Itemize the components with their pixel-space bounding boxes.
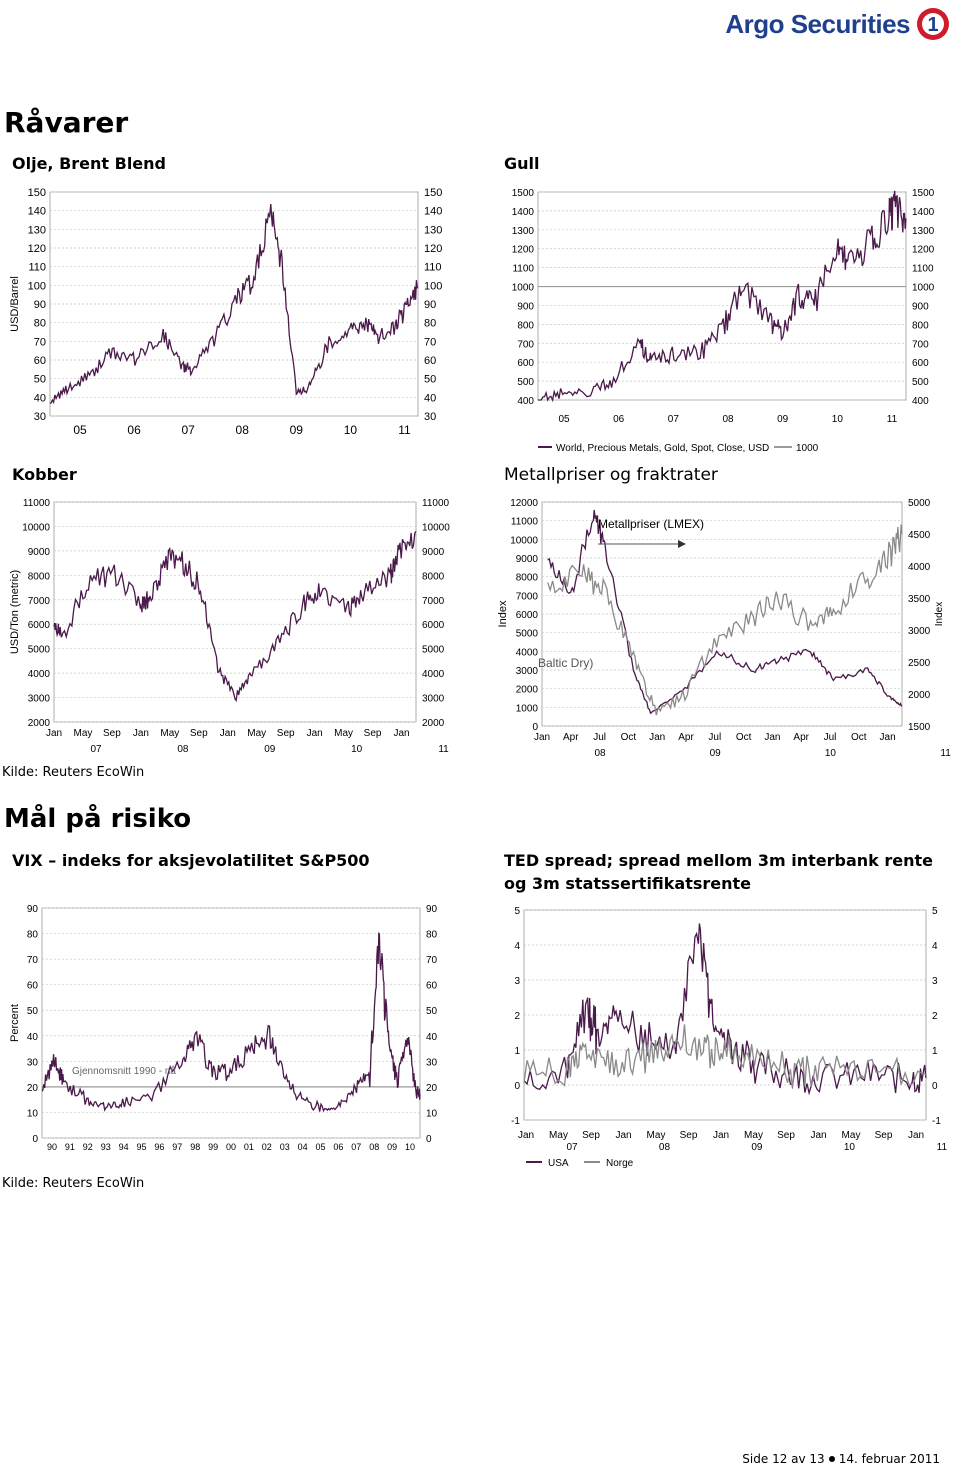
vix-ytick-right: 60 bbox=[426, 980, 438, 992]
gold-ytick-left: 1400 bbox=[511, 206, 534, 218]
gold-ytick-right: 1500 bbox=[912, 188, 935, 199]
metals-ytick-right: 3000 bbox=[908, 626, 931, 637]
oil-xtick: 10 bbox=[343, 423, 358, 437]
metals-ytick-left: 1000 bbox=[515, 703, 538, 715]
copper-ytick-right: 9000 bbox=[422, 546, 445, 558]
copper-xtick-year: 11 bbox=[438, 744, 449, 755]
ted-xtick: Sep bbox=[679, 1130, 698, 1141]
caption-metals: Metallpriser og fraktrater bbox=[504, 465, 718, 485]
vix-ytick-right: 90 bbox=[426, 904, 438, 915]
metals-ytick-left: 12000 bbox=[510, 498, 538, 509]
gold-xtick: 10 bbox=[831, 414, 843, 425]
gold-ytick-right: 1000 bbox=[912, 282, 935, 294]
source-bottom: Kilde: Reuters EcoWin bbox=[2, 1176, 145, 1191]
ted-xtick: Sep bbox=[874, 1130, 893, 1141]
gold-ytick-right: 400 bbox=[912, 396, 929, 407]
metals-xtick: Jul bbox=[593, 732, 606, 743]
metals-ytick-right: 3500 bbox=[908, 594, 931, 605]
ted-xtick: Jan bbox=[712, 1130, 730, 1141]
oil-ytick-right: 70 bbox=[424, 336, 437, 349]
vix-ytick-left: 0 bbox=[32, 1134, 38, 1145]
copper-ytick-left: 8000 bbox=[27, 571, 50, 583]
gold-legend-label-1: World, Precious Metals, Gold, Spot, Close, USD bbox=[556, 443, 770, 454]
oil-ytick-right: 90 bbox=[424, 299, 437, 311]
gold-xtick: 09 bbox=[777, 414, 789, 425]
copper-xtick: Jan bbox=[306, 728, 323, 739]
vix-xtick: 90 bbox=[46, 1142, 58, 1152]
vix-xtick: 01 bbox=[243, 1142, 254, 1152]
page-footer bbox=[742, 1452, 940, 1466]
gold-xtick: 07 bbox=[667, 414, 679, 425]
metals-xtick: Apr bbox=[563, 732, 579, 743]
ted-ytick-left: 4 bbox=[514, 941, 520, 952]
vix-ytick-left: 60 bbox=[26, 980, 38, 992]
logo-mark-text: 1 bbox=[927, 14, 939, 36]
oil-ytick-right: 30 bbox=[424, 411, 437, 423]
ted-ytick-right: 0 bbox=[932, 1081, 938, 1092]
copper-xtick: Jan bbox=[132, 728, 149, 739]
oil-ytick-left: 50 bbox=[33, 373, 46, 386]
oil-ytick-left: 30 bbox=[33, 411, 46, 423]
ted-xtick: Jan bbox=[517, 1130, 535, 1141]
copper-xtick-year: 10 bbox=[351, 744, 363, 755]
vix-ytick-right: 20 bbox=[426, 1082, 438, 1094]
copper-xtick: May bbox=[247, 728, 267, 739]
copper-chart bbox=[0, 490, 470, 760]
vix-xtick: 08 bbox=[369, 1142, 380, 1152]
copper-ytick-right: 4000 bbox=[422, 669, 445, 681]
metals-xtick-year: 09 bbox=[709, 748, 721, 759]
copper-ytick-left: 6000 bbox=[27, 620, 50, 632]
vix-ytick-left: 90 bbox=[26, 904, 38, 915]
ted-legend-label-usa: USA bbox=[548, 1158, 569, 1169]
vix-ytick-left: 80 bbox=[26, 929, 38, 941]
vix-xtick: 05 bbox=[315, 1142, 326, 1152]
oil-ytick-left: 40 bbox=[33, 392, 46, 405]
metals-xtick: Jan bbox=[649, 732, 666, 743]
page-heading-raavarer: Råvarer bbox=[4, 106, 129, 139]
copper-xtick: Sep bbox=[363, 728, 382, 739]
copper-xtick: Jan bbox=[393, 728, 410, 739]
copper-ytick-right: 11000 bbox=[422, 498, 450, 509]
ted-ytick-left: 1 bbox=[514, 1046, 520, 1057]
caption-oil: Olje, Brent Blend bbox=[12, 154, 166, 173]
ted-ytick-right: 4 bbox=[932, 941, 938, 952]
metals-ytick-right: 4000 bbox=[908, 562, 931, 573]
metals-ytick-left: 5000 bbox=[515, 628, 538, 640]
metals-xtick: Oct bbox=[851, 732, 867, 743]
oil-ylabel: USD/Barrel bbox=[9, 276, 21, 332]
oil-ytick-left: 90 bbox=[33, 299, 46, 311]
vix-xtick: 00 bbox=[225, 1142, 237, 1152]
ted-xtick-year: 07 bbox=[566, 1142, 578, 1153]
gold-ytick-left: 1200 bbox=[511, 244, 534, 256]
vix-xtick: 95 bbox=[136, 1142, 147, 1152]
oil-xtick: 06 bbox=[127, 423, 141, 437]
vix-chart bbox=[0, 898, 470, 1168]
source-top: Kilde: Reuters EcoWin bbox=[2, 765, 145, 780]
copper-ytick-right: 3000 bbox=[422, 693, 445, 705]
metals-ytick-left: 6000 bbox=[515, 610, 538, 621]
metals-ytick-right: 1500 bbox=[908, 722, 931, 733]
vix-xtick: 09 bbox=[387, 1142, 398, 1152]
vix-ylabel: Percent bbox=[9, 1004, 21, 1042]
ted-xtick: May bbox=[646, 1130, 666, 1141]
copper-ytick-left: 2000 bbox=[27, 718, 50, 729]
footer-page: Side 12 av 13 bbox=[742, 1452, 825, 1466]
oil-ytick-left: 150 bbox=[27, 187, 46, 199]
gold-ytick-right: 500 bbox=[912, 377, 929, 389]
vix-plot-area bbox=[42, 908, 420, 1138]
copper-ytick-right: 7000 bbox=[422, 595, 445, 607]
metals-ytick-left: 11000 bbox=[510, 516, 538, 528]
gold-ytick-left: 1100 bbox=[512, 263, 534, 275]
ted-ytick-left: -1 bbox=[511, 1116, 520, 1127]
gold-ytick-right: 800 bbox=[912, 320, 929, 332]
ted-xtick: May bbox=[841, 1130, 861, 1141]
vix-xtick: 04 bbox=[297, 1142, 308, 1152]
metals-xtick: Jan bbox=[764, 732, 781, 743]
ted-ytick-left: 2 bbox=[514, 1011, 520, 1022]
vix-xtick: 96 bbox=[154, 1142, 165, 1152]
gold-ytick-left: 400 bbox=[517, 396, 534, 407]
gold-xtick: 05 bbox=[558, 414, 570, 425]
copper-ytick-left: 7000 bbox=[27, 595, 50, 607]
copper-plot-area bbox=[54, 502, 416, 722]
metals-ylabel-right: Index bbox=[934, 601, 945, 627]
footer-bullet-icon bbox=[829, 1456, 835, 1462]
ted-xtick: Jan bbox=[907, 1130, 925, 1141]
copper-ytick-left: 11000 bbox=[22, 498, 50, 509]
metals-xtick: Apr bbox=[793, 732, 809, 743]
page-heading-risk: Mål på risiko bbox=[4, 804, 192, 834]
metals-ytick-left: 8000 bbox=[515, 572, 538, 584]
ted-ytick-right: 1 bbox=[932, 1046, 938, 1057]
oil-ytick-right: 130 bbox=[424, 224, 443, 237]
gold-ytick-left: 800 bbox=[517, 320, 534, 332]
oil-ytick-left: 60 bbox=[33, 355, 46, 367]
vix-xtick: 10 bbox=[404, 1142, 416, 1152]
ted-chart bbox=[490, 898, 960, 1173]
copper-ytick-left: 4000 bbox=[27, 669, 50, 681]
vix-xtick: 97 bbox=[172, 1142, 183, 1152]
oil-ytick-right: 120 bbox=[424, 243, 443, 255]
metals-annotation-baltic: Baltic Dry) bbox=[538, 656, 594, 670]
gold-ytick-right: 1400 bbox=[912, 206, 935, 218]
metals-ytick-left: 7000 bbox=[515, 591, 538, 603]
copper-xtick: May bbox=[160, 728, 180, 739]
vix-ytick-right: 0 bbox=[426, 1134, 432, 1145]
oil-ytick-right: 110 bbox=[424, 261, 442, 274]
metals-xtick: Apr bbox=[678, 732, 694, 743]
vix-ytick-right: 40 bbox=[426, 1031, 438, 1043]
gold-ytick-left: 700 bbox=[517, 339, 534, 351]
vix-xtick: 94 bbox=[118, 1142, 129, 1152]
metals-xtick: Oct bbox=[735, 732, 752, 743]
oil-ytick-left: 70 bbox=[33, 336, 46, 349]
metals-chart bbox=[490, 490, 960, 760]
ted-xtick-year: 10 bbox=[843, 1142, 855, 1153]
gold-xtick: 11 bbox=[886, 414, 898, 425]
brand-name: Argo Securities bbox=[725, 8, 910, 39]
caption-ted-1: TED spread; spread mellom 3m interbank rente bbox=[504, 851, 934, 870]
vix-ytick-right: 70 bbox=[426, 955, 438, 967]
copper-ytick-right: 2000 bbox=[422, 718, 445, 729]
metals-ytick-left: 0 bbox=[532, 722, 538, 733]
oil-ytick-left: 80 bbox=[33, 317, 46, 330]
metals-ytick-right: 5000 bbox=[908, 498, 931, 509]
metals-xtick: Jul bbox=[823, 732, 837, 743]
gold-xtick: 06 bbox=[613, 414, 625, 425]
vix-ytick-left: 30 bbox=[26, 1057, 38, 1069]
oil-ytick-right: 150 bbox=[424, 187, 443, 199]
ted-ytick-right: 5 bbox=[932, 906, 938, 917]
vix-ytick-left: 10 bbox=[26, 1108, 38, 1120]
vix-xtick: 93 bbox=[100, 1142, 111, 1152]
oil-xtick: 11 bbox=[398, 423, 411, 437]
metals-ytick-right: 2500 bbox=[908, 658, 931, 669]
copper-xtick: Sep bbox=[189, 728, 208, 739]
metals-ytick-left: 3000 bbox=[515, 666, 538, 677]
copper-ytick-left: 3000 bbox=[27, 693, 50, 705]
ted-xtick-year: 08 bbox=[658, 1142, 671, 1153]
gold-xtick: 08 bbox=[722, 414, 734, 425]
ted-ytick-right: 3 bbox=[932, 976, 938, 987]
copper-ytick-right: 6000 bbox=[422, 620, 445, 632]
ted-xtick: Sep bbox=[777, 1130, 795, 1141]
oil-ytick-right: 100 bbox=[424, 280, 443, 293]
gold-ytick-right: 900 bbox=[912, 301, 929, 313]
copper-xtick: Sep bbox=[103, 728, 121, 739]
metals-ytick-right: 4500 bbox=[908, 530, 931, 541]
gold-legend-label-2: 1000 bbox=[796, 443, 819, 454]
gold-ytick-right: 1200 bbox=[912, 244, 935, 256]
caption-copper: Kobber bbox=[12, 465, 77, 484]
gold-ytick-left: 600 bbox=[517, 358, 534, 370]
vix-ytick-left: 70 bbox=[26, 955, 38, 967]
copper-ytick-right: 5000 bbox=[422, 644, 445, 656]
gold-ytick-left: 1300 bbox=[511, 225, 534, 237]
oil-ytick-left: 140 bbox=[27, 205, 46, 218]
gold-ytick-right: 700 bbox=[912, 339, 929, 351]
metals-xtick: Jan bbox=[879, 732, 896, 743]
metals-xtick: Jan bbox=[533, 732, 551, 743]
ted-xtick-year: 11 bbox=[936, 1142, 948, 1153]
gold-ytick-left: 900 bbox=[517, 301, 534, 313]
oil-xtick: 09 bbox=[289, 423, 303, 437]
footer-date: 14. februar 2011 bbox=[838, 1452, 940, 1466]
vix-ytick-left: 50 bbox=[26, 1006, 38, 1018]
metals-xtick: Oct bbox=[620, 732, 637, 743]
ted-xtick: Jan bbox=[615, 1130, 632, 1141]
ted-ytick-left: 3 bbox=[514, 976, 520, 987]
metals-xtick-year: 08 bbox=[594, 748, 606, 759]
gold-ytick-right: 1100 bbox=[912, 263, 934, 275]
oil-ytick-left: 130 bbox=[27, 224, 46, 237]
copper-xtick: May bbox=[73, 728, 93, 739]
copper-xtick-year: 07 bbox=[90, 744, 102, 755]
oil-xtick: 08 bbox=[235, 423, 249, 437]
copper-ylabel: USD/Ton (metric) bbox=[9, 569, 21, 655]
ted-xtick: May bbox=[744, 1130, 763, 1141]
oil-ytick-right: 140 bbox=[424, 205, 443, 218]
ted-xtick: Jan bbox=[810, 1130, 827, 1141]
vix-xtick: 98 bbox=[190, 1142, 201, 1152]
gold-chart bbox=[490, 180, 960, 460]
metals-xtick-year: 10 bbox=[824, 748, 836, 759]
vix-ytick-left: 40 bbox=[26, 1031, 38, 1043]
vix-xtick: 07 bbox=[351, 1142, 362, 1152]
oil-ytick-right: 80 bbox=[424, 317, 437, 330]
copper-xtick-year: 09 bbox=[264, 744, 276, 755]
ted-ytick-right: -1 bbox=[932, 1116, 941, 1127]
vix-ytick-left: 20 bbox=[26, 1082, 38, 1094]
copper-ytick-right: 10000 bbox=[422, 522, 450, 534]
ted-legend-label-norge: Norge bbox=[606, 1158, 634, 1169]
vix-ytick-right: 50 bbox=[426, 1006, 438, 1018]
brand-logo bbox=[725, 4, 950, 44]
copper-xtick: Jan bbox=[219, 728, 236, 739]
vix-ytick-right: 30 bbox=[426, 1057, 438, 1069]
ted-xtick-year: 09 bbox=[751, 1142, 763, 1153]
metals-annotation-lmex: Metallpriser (LMEX) bbox=[598, 517, 705, 531]
vix-xtick: 02 bbox=[261, 1142, 272, 1152]
ted-ytick-left: 5 bbox=[514, 906, 520, 917]
copper-ytick-left: 5000 bbox=[27, 644, 50, 656]
vix-ytick-right: 10 bbox=[426, 1108, 438, 1120]
copper-ytick-left: 10000 bbox=[22, 522, 50, 534]
vix-ytick-right: 80 bbox=[426, 929, 438, 941]
vix-xtick: 03 bbox=[279, 1142, 290, 1152]
gold-ytick-left: 500 bbox=[517, 377, 534, 389]
gold-ytick-right: 1300 bbox=[912, 225, 935, 237]
metals-ylabel: Index bbox=[497, 600, 509, 628]
oil-ytick-right: 60 bbox=[424, 355, 437, 367]
copper-xtick: May bbox=[334, 728, 354, 739]
ted-ytick-right: 2 bbox=[932, 1011, 938, 1022]
ted-xtick: May bbox=[549, 1130, 568, 1141]
vix-annotation-average: Gjennomsnitt 1990 - nå bbox=[72, 1066, 176, 1077]
vix-xtick: 06 bbox=[333, 1142, 344, 1152]
copper-xtick-year: 08 bbox=[177, 744, 189, 755]
copper-ytick-right: 8000 bbox=[422, 571, 445, 583]
ted-ytick-left: 0 bbox=[514, 1081, 520, 1092]
copper-ytick-left: 9000 bbox=[27, 546, 50, 558]
copper-xtick: Jan bbox=[45, 728, 63, 739]
oil-ytick-left: 110 bbox=[28, 261, 46, 274]
caption-ted-2: og 3m statssertifikatsrente bbox=[504, 874, 752, 893]
caption-vix: VIX – indeks for aksjevolatilitet S&P500 bbox=[12, 851, 370, 870]
metals-xtick-year: 11 bbox=[940, 748, 951, 759]
gold-ytick-left: 1000 bbox=[511, 282, 534, 294]
metals-ytick-left: 4000 bbox=[515, 647, 538, 659]
metals-ytick-right: 2000 bbox=[908, 690, 931, 701]
argo-logo-icon bbox=[916, 7, 950, 41]
vix-xtick: 99 bbox=[208, 1142, 219, 1152]
oil-xtick: 05 bbox=[73, 423, 87, 437]
caption-gold: Gull bbox=[504, 154, 540, 173]
ted-xtick: Sep bbox=[582, 1130, 600, 1141]
gold-plot-area bbox=[538, 192, 906, 400]
metals-xtick: Jul bbox=[708, 732, 722, 743]
oil-xtick: 07 bbox=[181, 423, 195, 437]
oil-ytick-left: 120 bbox=[27, 243, 46, 255]
oil-ytick-right: 50 bbox=[424, 373, 437, 386]
oil-ytick-right: 40 bbox=[424, 392, 437, 405]
metals-ytick-left: 10000 bbox=[510, 535, 538, 547]
oil-chart bbox=[0, 180, 470, 445]
metals-ytick-left: 9000 bbox=[515, 554, 538, 565]
oil-ytick-left: 100 bbox=[27, 280, 46, 293]
metals-ytick-left: 2000 bbox=[515, 684, 538, 696]
copper-xtick: Sep bbox=[276, 728, 295, 739]
gold-ytick-right: 600 bbox=[912, 358, 929, 370]
vix-xtick: 91 bbox=[64, 1142, 75, 1152]
vix-xtick: 92 bbox=[82, 1142, 93, 1152]
gold-ytick-left: 1500 bbox=[511, 188, 534, 199]
